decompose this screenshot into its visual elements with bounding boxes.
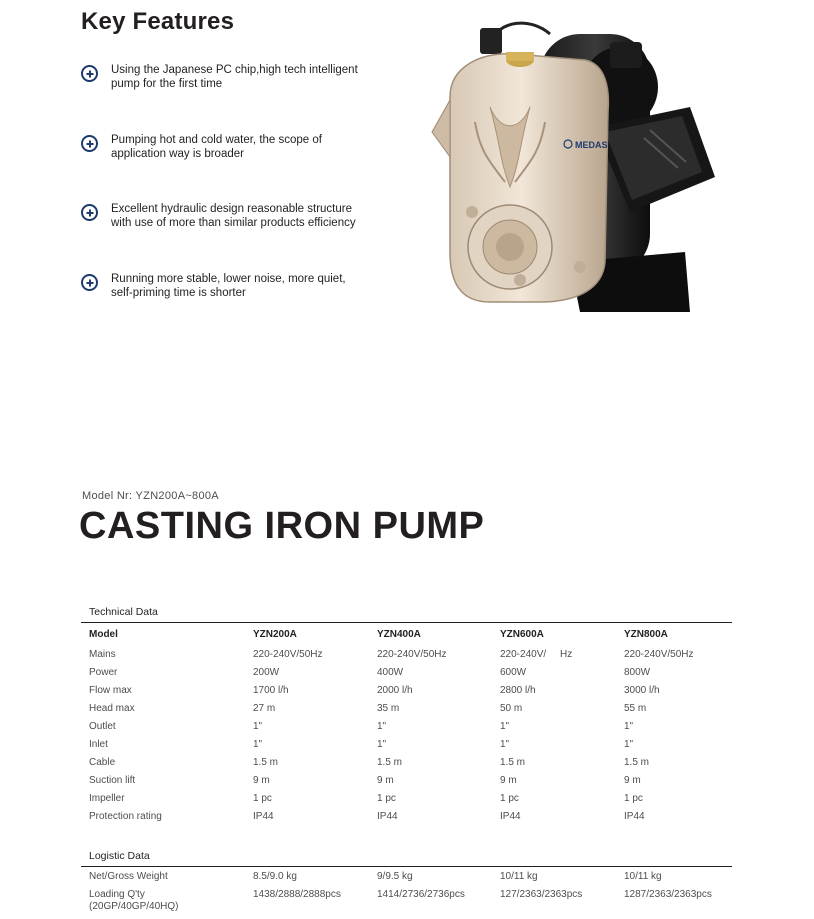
table-cell: Mains <box>89 649 116 660</box>
table-cell: 1.5 m <box>377 757 403 768</box>
table-cell: 1" <box>253 739 263 750</box>
table-cell: 50 m <box>500 703 523 714</box>
table-cell: 8.5/9.0 kg <box>253 871 297 882</box>
feature-text <box>111 272 401 300</box>
table-cell: 1 pc <box>500 793 519 804</box>
table-cell: 1.5 m <box>500 757 526 768</box>
feature-line: self-priming time is shorter <box>111 287 246 299</box>
table-cell: Outlet <box>89 721 116 732</box>
logistic-data-title: Logistic Data <box>89 850 150 862</box>
table-cell: 800W <box>624 667 651 678</box>
plus-circle-icon <box>81 274 98 291</box>
table-cell: 1 pc <box>624 793 643 804</box>
table-cell: Impeller <box>89 793 125 804</box>
table-cell: 9 m <box>253 775 270 786</box>
key-features-title: Key Features <box>81 8 235 35</box>
pump-product-image <box>420 12 734 320</box>
table-cell: Cable <box>89 757 116 768</box>
table-cell: 9 m <box>377 775 394 786</box>
product-title: CASTING IRON PUMP <box>79 505 485 547</box>
feature-text <box>111 63 401 91</box>
feature-item <box>81 202 401 230</box>
table-cell: Power <box>89 667 118 678</box>
table-cell: Protection rating <box>89 811 162 822</box>
table-cell: Loading Q'ty <box>89 889 145 900</box>
table-cell: 1 pc <box>377 793 396 804</box>
table-cell: 9 m <box>624 775 641 786</box>
feature-line: Running more stable, lower noise, more quiet, <box>111 273 346 285</box>
table-cell: 35 m <box>377 703 400 714</box>
table-cell: 220-240V/ Hz <box>500 649 573 660</box>
table-cell: IP44 <box>377 811 398 822</box>
table-cell: 1" <box>624 739 634 750</box>
table-cell: 1.5 m <box>253 757 279 768</box>
feature-text <box>111 133 401 161</box>
loading-note: (20GP/40GP/40HQ) <box>89 901 179 912</box>
table-cell: 127/2363/2363pcs <box>500 889 583 900</box>
table-cell: 10/11 kg <box>500 871 538 882</box>
table-header-cell: YZN400A <box>377 629 421 640</box>
table-cell: 1700 l/h <box>253 685 289 696</box>
table-cell: 3000 l/h <box>624 685 660 696</box>
table-cell: 55 m <box>624 703 647 714</box>
feature-line: application way is broader <box>111 148 244 160</box>
table-cell: 1" <box>377 721 387 732</box>
divider <box>81 622 732 623</box>
table-cell: 9/9.5 kg <box>377 871 413 882</box>
table-cell: IP44 <box>624 811 645 822</box>
table-cell: 200W <box>253 667 280 678</box>
table-cell: 1 pc <box>253 793 272 804</box>
table-cell: 9 m <box>500 775 517 786</box>
feature-line: Pumping hot and cold water, the scope of <box>111 134 322 146</box>
table-cell: 1414/2736/2736pcs <box>377 889 465 900</box>
table-cell: 1" <box>500 739 510 750</box>
table-header-cell: Model <box>89 629 118 640</box>
table-cell: 1438/2888/2888pcs <box>253 889 341 900</box>
table-cell: Head max <box>89 703 135 714</box>
table-cell: 27 m <box>253 703 276 714</box>
plus-circle-icon <box>81 135 98 152</box>
table-cell: 220-240V/50Hz <box>624 649 694 660</box>
table-header-cell: YZN800A <box>624 629 668 640</box>
divider <box>81 866 732 867</box>
table-cell: 220-240V/50Hz <box>253 649 323 660</box>
table-cell: 400W <box>377 667 404 678</box>
table-cell: Net/Gross Weight <box>89 871 168 882</box>
table-cell: 10/11 kg <box>624 871 662 882</box>
plus-circle-icon <box>81 65 98 82</box>
table-cell: 1.5 m <box>624 757 650 768</box>
table-header-cell: YZN600A <box>500 629 544 640</box>
table-cell: 600W <box>500 667 527 678</box>
table-header-cell: YZN200A <box>253 629 297 640</box>
table-cell: Inlet <box>89 739 108 750</box>
feature-text <box>111 202 401 230</box>
feature-line: pump for the first time <box>111 78 223 90</box>
feature-item <box>81 272 401 300</box>
plus-circle-icon <box>81 204 98 221</box>
table-cell: 1" <box>500 721 510 732</box>
table-cell: Suction lift <box>89 775 136 786</box>
feature-item <box>81 133 401 161</box>
brand-label: MEDAS <box>575 140 608 150</box>
table-cell: 220-240V/50Hz <box>377 649 447 660</box>
table-cell: 1" <box>253 721 263 732</box>
feature-line: Excellent hydraulic design reasonable structure <box>111 203 352 215</box>
feature-line: with use of more than similar products efficiency <box>111 217 356 229</box>
table-cell: IP44 <box>500 811 521 822</box>
feature-line: Using the Japanese PC chip,high tech intelligent <box>111 64 358 76</box>
feature-item <box>81 63 401 91</box>
table-cell: 1287/2363/2363pcs <box>624 889 712 900</box>
table-cell: Flow max <box>89 685 132 696</box>
table-cell: 1" <box>377 739 387 750</box>
model-number: Model Nr: YZN200A~800A <box>82 490 219 502</box>
table-cell: 2000 l/h <box>377 685 413 696</box>
table-cell: IP44 <box>253 811 274 822</box>
table-cell: 2800 l/h <box>500 685 536 696</box>
table-cell: 1" <box>624 721 634 732</box>
technical-data-title: Technical Data <box>89 606 158 618</box>
